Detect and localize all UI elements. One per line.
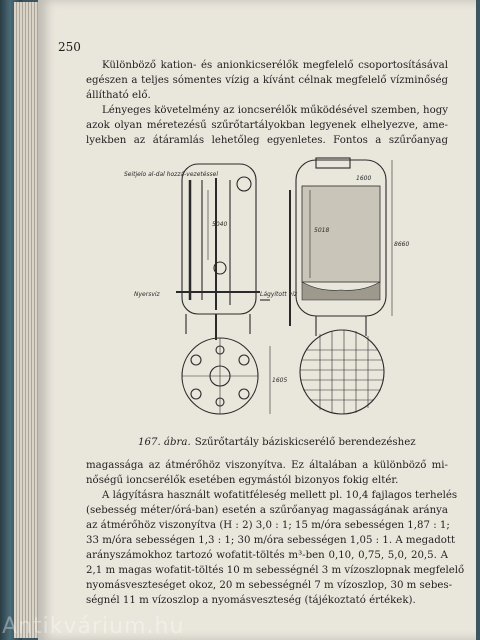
text-line: (sebesség méter/órá-ban) esetén a szűrőanyag magasságának aránya	[86, 505, 448, 516]
left-dim-label: 5040	[212, 221, 228, 228]
figure-caption	[138, 437, 416, 448]
text-line: A lágyításra használt wofatitféleség mellett pl. 10,4 fajlagos terhelés	[102, 490, 458, 501]
soft-water-label: Lágyított víz	[260, 291, 298, 298]
inlet-label: Seitjelo al-dal hozzá-vezetéssel	[124, 171, 219, 178]
raw-water-label: Nyersviz	[134, 291, 160, 298]
text-line: 2,1 m magas wofatit-töltés 10 m sebességnél 3 m vízoszlopnak megfelelő	[86, 565, 465, 576]
right-dim-label: 5018	[314, 227, 330, 234]
text-line: arányszámokhoz tartozó wofatit-töltés m³-ben 0,10, 0,75, 5,0, 20,5. A	[86, 550, 448, 561]
text-line: nőségű ioncserélők esetében egymástól bizonyos fokig eltér.	[86, 475, 399, 486]
top-dim-label: 1600	[356, 175, 372, 182]
text-line: állítható elő.	[86, 90, 151, 101]
text-line: Lényeges követelmény az ioncserélők működésével szemben, hogy	[102, 105, 448, 116]
text-line: azok olyan méretezésű szűrőtartályokban legyenek elhelyezve, ame-	[86, 120, 448, 131]
watermark: Antikvárium.hu	[2, 614, 185, 639]
base-dim-label: 1605	[272, 377, 288, 384]
figure-number: 167. ábra.	[138, 437, 191, 448]
filter-bed	[302, 186, 380, 282]
text-line: Különböző kation- és anionkicserélők megfelelő csoportosításával	[102, 60, 448, 71]
paragraph-2	[86, 103, 448, 148]
height-dim-label: 8660	[394, 241, 410, 248]
text-line: ségnél 11 m vízoszlop a nyomásveszteség (tájékoztató értékek).	[86, 595, 416, 606]
paragraph-4	[86, 488, 465, 608]
text-line: 33 m/óra sebességen 1,3 : 1; 30 m/óra sebességen 1,05 : 1. A megadott	[86, 535, 456, 546]
text-line: lyekben az átáramlás lehetőleg egyenletes. Fontos a szűrőanyag	[86, 135, 448, 146]
filter-tank-figure	[120, 150, 420, 430]
text-line: nyomásveszteséget okoz, 20 m sebességnél 7 m vízoszlop, 30 m sebes-	[86, 580, 453, 591]
text-line: magassága az átmérőhöz viszonyítva. Ez általában a különböző mi-	[86, 460, 448, 471]
figure-caption-text: Szűrőtartály báziskicserélő berendezéshez	[194, 437, 416, 448]
page-number: 250	[58, 40, 81, 54]
text-line: egészen a teljes sómentes vízig a kívánt célnak megfelelő vízminőség	[86, 75, 448, 86]
text-line: az átmérőhöz viszonyítva (H : 2) 3,0 : 1; 15 m/óra sebességen 1,87 : 1;	[86, 520, 450, 531]
paragraph-3	[86, 458, 448, 488]
right-plan-view	[300, 330, 384, 414]
paragraph-1	[86, 58, 448, 103]
